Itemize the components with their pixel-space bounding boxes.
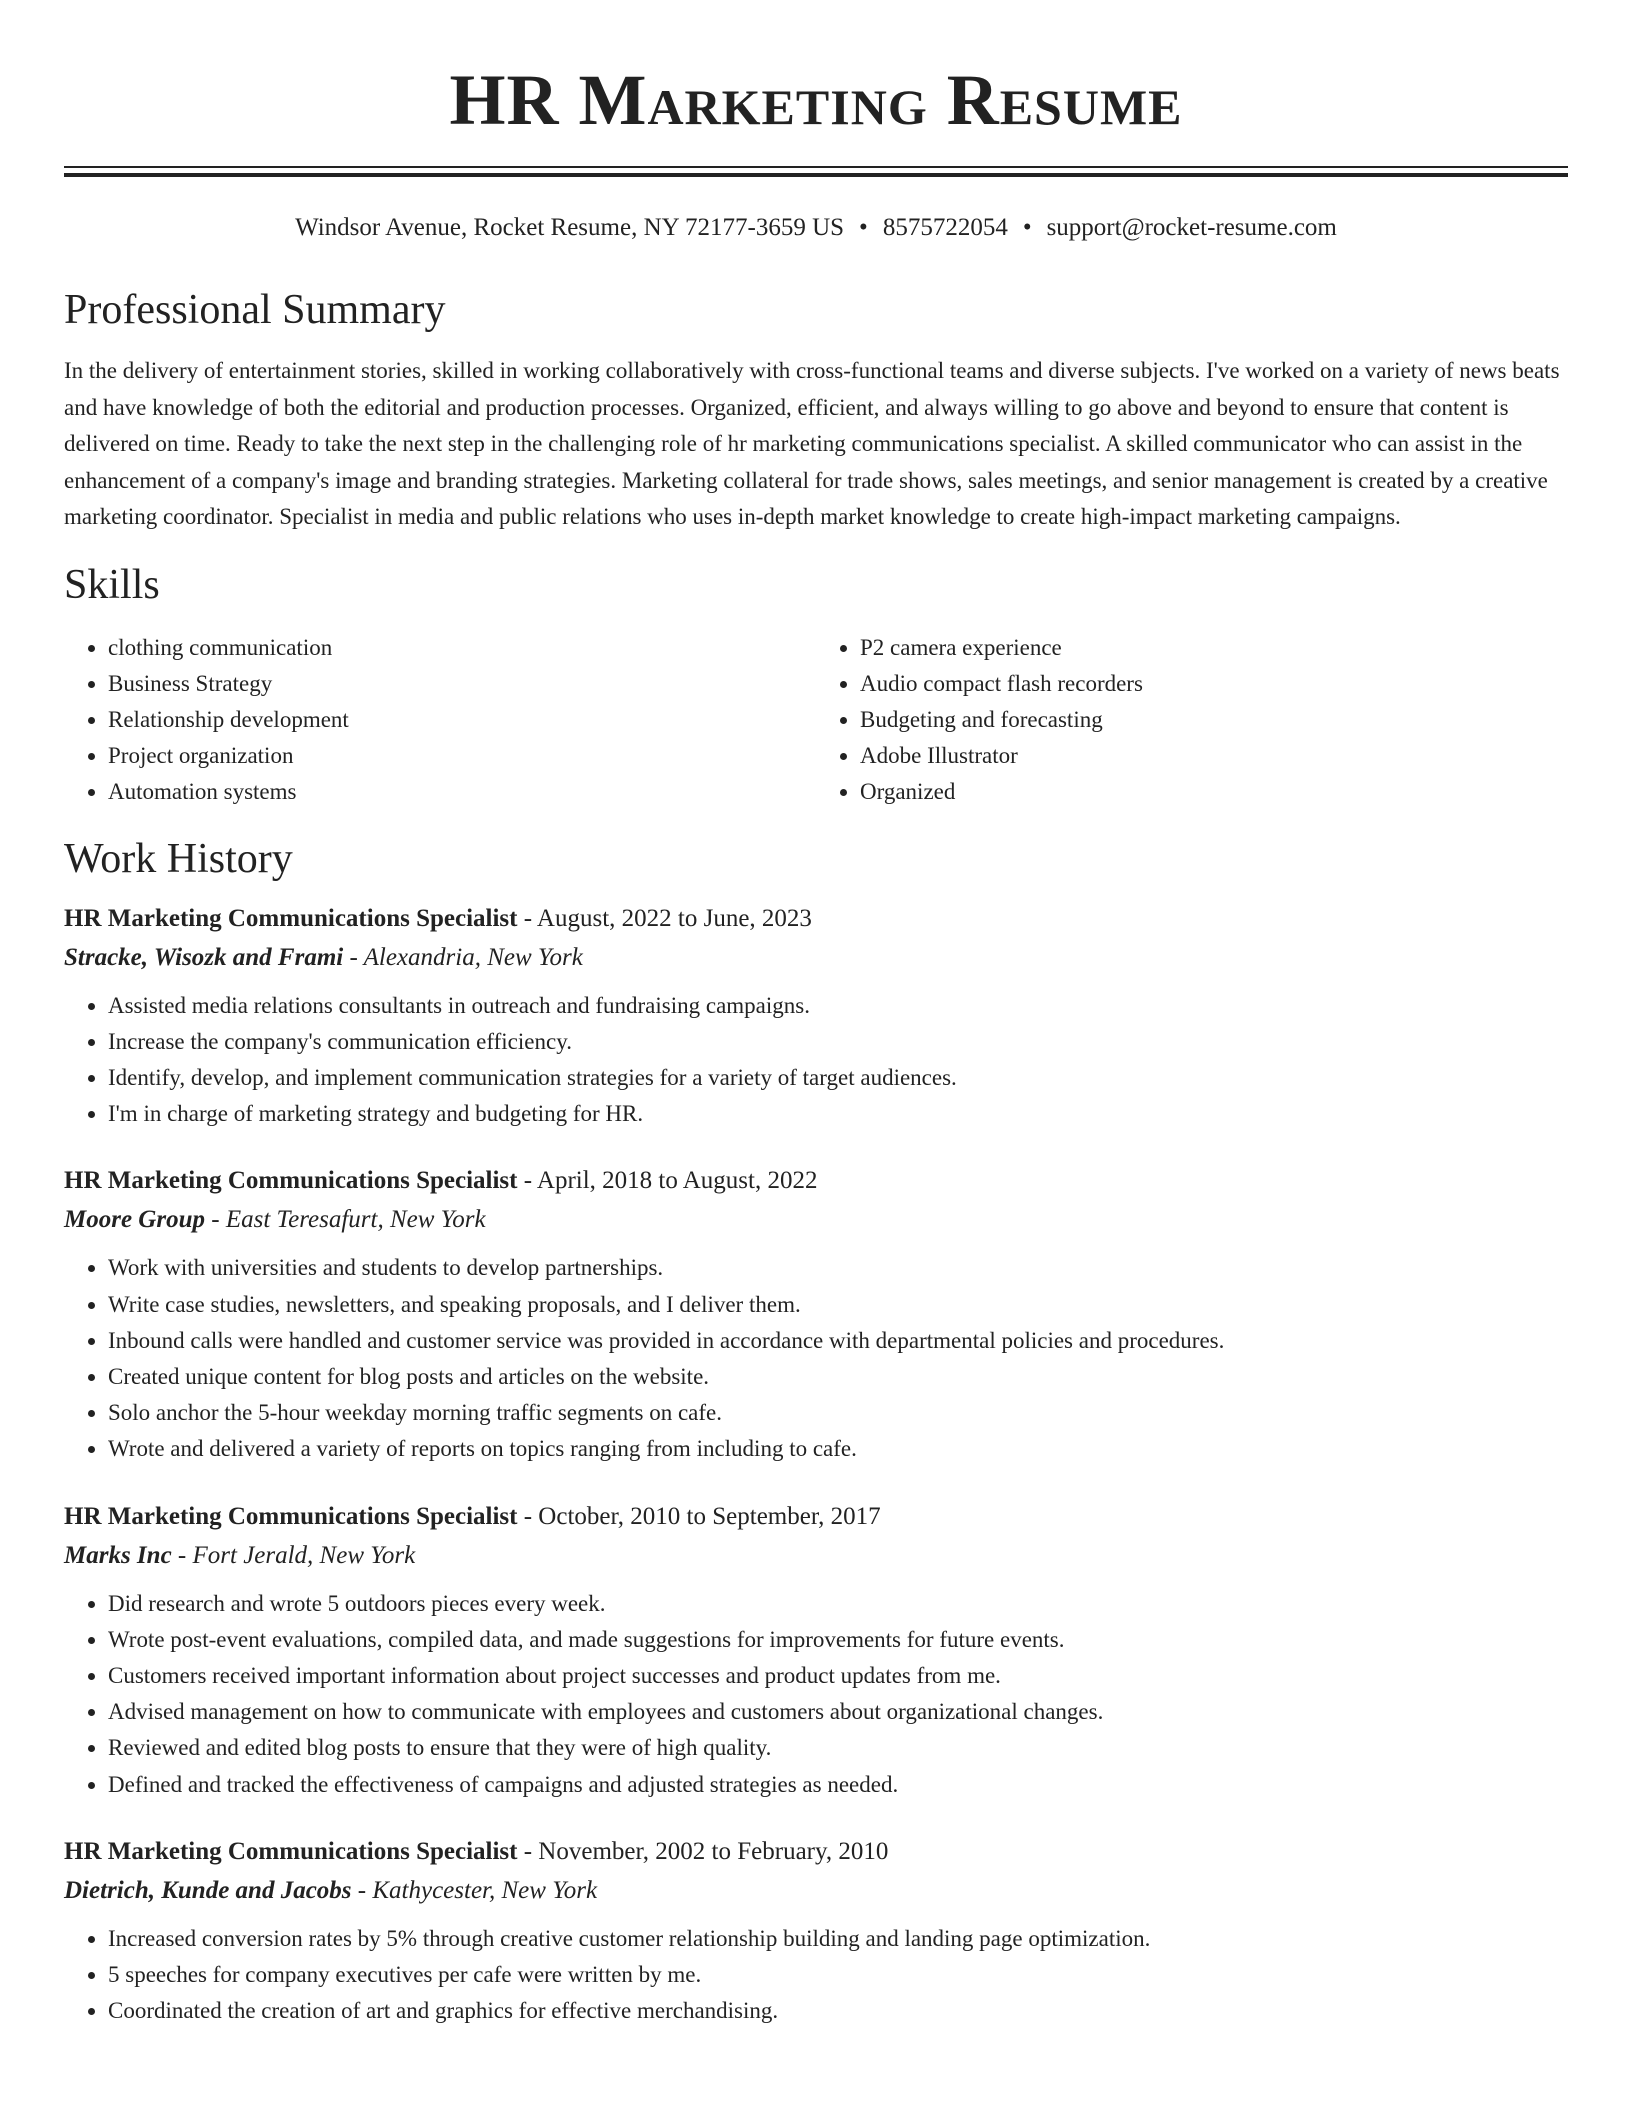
company-location: - Kathycester, New York (351, 1876, 598, 1904)
job-dates: - November, 2002 to February, 2010 (517, 1837, 889, 1865)
skill-item: • Automation systems (108, 774, 816, 810)
resume-title: HR Marketing Resume (449, 60, 1183, 140)
job-bullet: • Did research and wrote 5 outdoors pieces every week. (108, 1586, 1568, 1622)
company-name: Stracke, Wisozk and Frami (64, 943, 344, 971)
skill-item: • Relationship development (108, 702, 816, 738)
contact-email[interactable]: support@rocket-resume.com (1046, 214, 1337, 241)
skill-item: • Audio compact flash recorders (860, 666, 1568, 702)
job-title: HR Marketing Communications Specialist (64, 1837, 518, 1865)
job-bullet: • Inbound calls were handled and customer service was provided in accordance with departmental policies and procedures. (108, 1323, 1568, 1359)
work-history-heading: Work History (64, 835, 293, 882)
skill-item: • Adobe Illustrator (860, 738, 1568, 774)
contact-separator: • (859, 214, 868, 241)
job-title-line (64, 1498, 1568, 1536)
job-bullet: • Created unique content for blog posts and articles on the website. (108, 1359, 1568, 1395)
job-bullet: • Advised management on how to communicate with employees and customers about organizational changes. (108, 1694, 1568, 1730)
contact-phone: 8575722054 (882, 214, 1008, 241)
job-bullet: • Assisted media relations consultants in outreach and fundraising campaigns. (108, 988, 1568, 1024)
job-bullet: • Customers received important information about project successes and product updates from me. (108, 1658, 1568, 1694)
title-divider (64, 166, 1568, 177)
contact-line (64, 213, 1568, 243)
company-location: - East Teresafurt, New York (205, 1206, 486, 1234)
job-dates: - August, 2022 to June, 2023 (517, 904, 812, 932)
job-bullet: • Reviewed and edited blog posts to ensure that they were of high quality. (108, 1730, 1568, 1766)
skill-item: • Business Strategy (108, 666, 816, 702)
job-bullets (64, 1921, 1568, 2030)
job-bullet: • I'm in charge of marketing strategy and budgeting for HR. (108, 1096, 1568, 1132)
job-bullet: • Increase the company's communication efficiency. (108, 1024, 1568, 1060)
job-title: HR Marketing Communications Specialist (64, 1502, 518, 1530)
job-title: HR Marketing Communications Specialist (64, 1167, 518, 1195)
job-title-line (64, 1162, 1568, 1200)
job-bullet: • Wrote post-event evaluations, compiled data, and made suggestions for improvements for future events. (108, 1622, 1568, 1658)
job-title-line (64, 900, 1568, 938)
company-line (64, 1200, 1568, 1240)
job-title: HR Marketing Communications Specialist (64, 904, 518, 932)
company-line (64, 1871, 1568, 1911)
skills-list-right (816, 630, 1568, 810)
job-entry (64, 1833, 1568, 2030)
company-name: Marks Inc (64, 1541, 172, 1569)
skill-item: • Organized (860, 774, 1568, 810)
company-location: - Fort Jerald, New York (171, 1541, 416, 1569)
skill-item: • P2 camera experience (860, 630, 1568, 666)
job-dates: - April, 2018 to August, 2022 (517, 1167, 818, 1195)
company-name: Dietrich, Kunde and Jacobs (64, 1876, 352, 1904)
skills-heading: Skills (64, 561, 160, 608)
job-bullets (64, 1250, 1568, 1467)
job-entry (64, 1498, 1568, 1803)
company-location: - Alexandria, New York (343, 943, 583, 971)
skill-item: • Budgeting and forecasting (860, 702, 1568, 738)
skills-list-left (64, 630, 816, 810)
skills-columns (64, 630, 1568, 810)
summary-text: In the delivery of entertainment stories, skilled in working collaboratively with cross-functional teams and diverse subjects. I've worked on a variety of news beats and have knowledge of both the editorial and production processes. Organized, efficient, and always willing to go above and beyond to ensure that content is delivered on time. Ready to take the next step in the challenging role of hr marketing communications specialist. A skilled communicator who can assist in the enhancement of a company's image and branding strategies. Marketing collateral for trade shows, sales meetings, and senior management is created by a creative marketing coordinator. Specialist in media and public relations who uses in-depth market knowledge to create high-impact marketing campaigns. (64, 358, 1560, 529)
contact-address: Windsor Avenue, Rocket Resume, NY 72177-3659 US (295, 214, 845, 241)
job-bullet: • Defined and tracked the effectiveness of campaigns and adjusted strategies as needed. (108, 1767, 1568, 1803)
summary-heading: Professional Summary (64, 287, 446, 333)
divider-thin-line (64, 166, 1568, 168)
job-entry (64, 900, 1568, 1133)
job-bullet: • Coordinated the creation of art and graphics for effective merchandising. (108, 1993, 1568, 2029)
job-bullet: • Identify, develop, and implement communication strategies for a variety of target audiences. (108, 1060, 1568, 1096)
skill-item: • clothing communication (108, 630, 816, 666)
job-bullet: • Solo anchor the 5-hour weekday morning traffic segments on cafe. (108, 1395, 1568, 1431)
job-bullets (64, 1586, 1568, 1803)
job-bullets (64, 988, 1568, 1133)
job-bullet: • Write case studies, newsletters, and speaking proposals, and I deliver them. (108, 1287, 1568, 1323)
job-bullet: • 5 speeches for company executives per cafe were written by me. (108, 1957, 1568, 1993)
job-bullet: • Increased conversion rates by 5% through creative customer relationship building and landing page optimization. (108, 1921, 1568, 1957)
company-line (64, 1536, 1568, 1576)
company-name: Moore Group (64, 1206, 205, 1234)
job-dates: - October, 2010 to September, 2017 (517, 1502, 881, 1530)
contact-separator: • (1022, 214, 1032, 241)
job-title-line (64, 1833, 1568, 1871)
company-line (64, 938, 1568, 978)
job-bullet: • Wrote and delivered a variety of reports on topics ranging from including to cafe. (108, 1431, 1568, 1467)
job-bullet: • Work with universities and students to develop partnerships. (108, 1250, 1568, 1286)
job-entry (64, 1162, 1568, 1467)
divider-thick-line (64, 173, 1568, 177)
skill-item: • Project organization (108, 738, 816, 774)
